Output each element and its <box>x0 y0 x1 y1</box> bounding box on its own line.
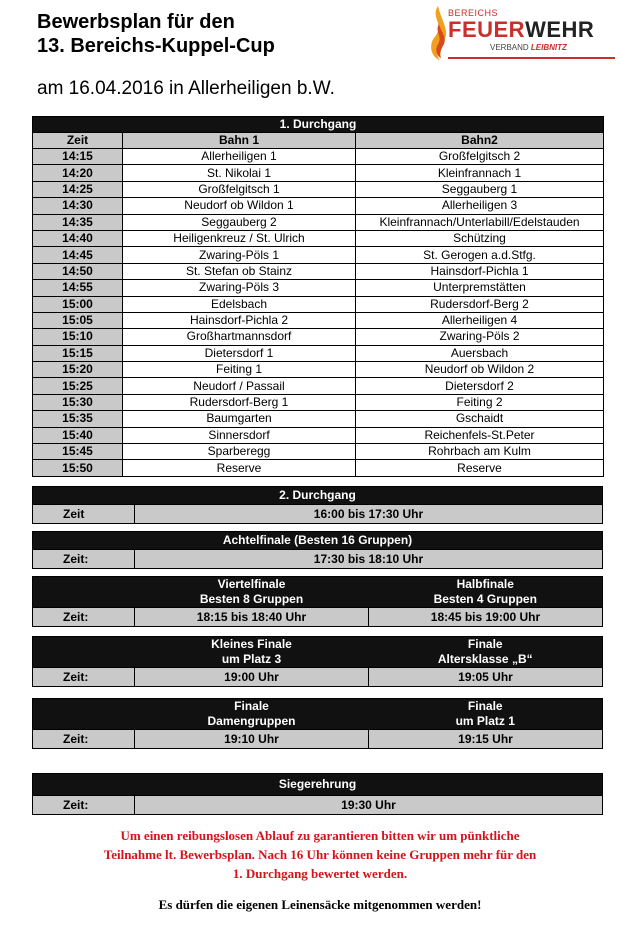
time-cell: 15:50 <box>33 460 123 476</box>
bahn2-cell: Seggauberg 1 <box>356 181 604 197</box>
page-title <box>37 10 275 58</box>
bahn1-cell: Heiligenkreuz / St. Ulrich <box>123 230 356 246</box>
damengruppen-time: 19:10 Uhr <box>135 730 369 749</box>
bahn1-cell: Rudersdorf-Berg 1 <box>123 394 356 410</box>
platz1-time: 19:15 Uhr <box>369 730 603 749</box>
zeit-label: Zeit <box>33 505 135 524</box>
time-cell: 14:50 <box>33 263 123 279</box>
time-cell: 14:40 <box>33 230 123 246</box>
note-line-3: 1. Durchgang bewertet werden. <box>232 866 408 881</box>
event-date-location: am 16.04.2016 in Allerheiligen b.W. <box>37 78 335 99</box>
time-cell: 15:05 <box>33 312 123 328</box>
header-spacer <box>33 637 135 668</box>
durchgang-2-time: 16:00 bis 17:30 Uhr <box>135 505 603 524</box>
halbfinale-header <box>369 577 603 608</box>
platz1-line2: um Platz 1 <box>455 714 515 728</box>
siegerehrung-time: 19:30 Uhr <box>135 796 603 815</box>
viertelfinale-line1: Viertelfinale <box>217 577 286 591</box>
table-row <box>33 345 604 361</box>
bahn1-cell: Großhartmannsdorf <box>123 329 356 345</box>
punctuality-note <box>40 826 600 883</box>
leinensaecke-note: Es dürfen die eigenen Leinensäcke mitgenommen werden! <box>158 897 482 912</box>
table-row <box>33 444 604 460</box>
logo-verband <box>490 43 567 52</box>
time-cell: 14:35 <box>33 214 123 230</box>
time-cell: 14:45 <box>33 247 123 263</box>
feuerwehr-logo <box>420 2 615 64</box>
durchgang-1-title: 1. Durchgang <box>33 117 604 133</box>
time-cell: 15:25 <box>33 378 123 394</box>
bahn2-cell: Schützing <box>356 230 604 246</box>
bahn2-cell: Kleinfrannach 1 <box>356 165 604 181</box>
kleines-finale-line1: Kleines Finale <box>211 637 292 651</box>
siegerehrung-table <box>32 773 603 815</box>
logo-underline <box>448 57 615 59</box>
viertelfinale-header <box>135 577 369 608</box>
durchgang-1-table <box>32 116 604 477</box>
zeit-label: Zeit: <box>33 608 135 627</box>
bahn1-cell: Dietersdorf 1 <box>123 345 356 361</box>
halbfinale-line2: Besten 4 Gruppen <box>433 592 537 606</box>
schedule-rows <box>33 149 604 477</box>
damengruppen-header <box>135 699 369 730</box>
table-row <box>33 296 604 312</box>
logo-wehr: WEHR <box>525 17 595 42</box>
bahn1-cell: Sinnersdorf <box>123 427 356 443</box>
col-bahn2: Bahn2 <box>356 133 604 149</box>
bahn1-cell: Hainsdorf-Pichla 2 <box>123 312 356 328</box>
bahn2-cell: Feiting 2 <box>356 394 604 410</box>
kleines-finale-header <box>135 637 369 668</box>
bahn2-cell: Großfelgitsch 2 <box>356 149 604 165</box>
time-cell: 15:00 <box>33 296 123 312</box>
viertelfinale-line2: Besten 8 Gruppen <box>199 592 304 606</box>
bahn2-cell: Zwaring-Pöls 2 <box>356 329 604 345</box>
table-row <box>33 411 604 427</box>
altersklasse-line1: Finale <box>467 637 503 651</box>
table-row <box>33 312 604 328</box>
logo-verband-text: VERBAND <box>490 43 529 52</box>
table-row <box>33 165 604 181</box>
flame-icon <box>424 4 450 62</box>
table-row <box>33 378 604 394</box>
bahn1-cell: Edelsbach <box>123 296 356 312</box>
bahn1-cell: Baumgarten <box>123 411 356 427</box>
altersklasse-time: 19:05 Uhr <box>369 668 603 687</box>
bahn1-cell: Zwaring-Pöls 1 <box>123 247 356 263</box>
header-spacer <box>33 699 135 730</box>
table-row <box>33 329 604 345</box>
time-cell: 15:20 <box>33 362 123 378</box>
platz1-line1: Finale <box>467 699 503 713</box>
durchgang-2-title: 2. Durchgang <box>33 487 603 505</box>
time-cell: 15:30 <box>33 394 123 410</box>
bahn2-cell: Hainsdorf-Pichla 1 <box>356 263 604 279</box>
bahn1-cell: Großfelgitsch 1 <box>123 181 356 197</box>
note-line-1: Um einen reibungslosen Ablauf zu garantieren bitten wir um pünktliche <box>120 828 520 843</box>
damengruppen-line2: Damengruppen <box>207 714 296 728</box>
bahn1-cell: St. Nikolai 1 <box>123 165 356 181</box>
bahn1-cell: Allerheiligen 1 <box>123 149 356 165</box>
bahn2-cell: Rohrbach am Kulm <box>356 444 604 460</box>
col-zeit: Zeit <box>33 133 123 149</box>
bahn2-cell: Gschaidt <box>356 411 604 427</box>
zeit-label: Zeit: <box>33 668 135 687</box>
bahn2-cell: Dietersdorf 2 <box>356 378 604 394</box>
time-cell: 14:25 <box>33 181 123 197</box>
achtelfinale-title: Achtelfinale (Besten 16 Gruppen) <box>33 532 603 550</box>
bahn2-cell: St. Gerogen a.d.Stfg. <box>356 247 604 263</box>
zeit-label: Zeit: <box>33 730 135 749</box>
achtelfinale-table <box>32 531 603 569</box>
note-line-2: Teilnahme lt. Bewerbsplan. Nach 16 Uhr können keine Gruppen mehr für den <box>103 847 537 862</box>
bahn2-cell: Rudersdorf-Berg 2 <box>356 296 604 312</box>
damen-finale-table <box>32 698 603 749</box>
durchgang-2-table <box>32 486 603 524</box>
achtelfinale-time: 17:30 bis 18:10 Uhr <box>135 550 603 569</box>
table-row <box>33 181 604 197</box>
table-row <box>33 263 604 279</box>
platz1-header <box>369 699 603 730</box>
bahn2-cell: Unterpremstätten <box>356 280 604 296</box>
kleines-finale-time: 19:00 Uhr <box>135 668 369 687</box>
bahn1-cell: Zwaring-Pöls 3 <box>123 280 356 296</box>
zeit-label: Zeit: <box>33 550 135 569</box>
bahn2-cell: Reserve <box>356 460 604 476</box>
table-row <box>33 198 604 214</box>
table-row <box>33 247 604 263</box>
viertelfinale-time: 18:15 bis 18:40 Uhr <box>135 608 369 627</box>
time-cell: 14:55 <box>33 280 123 296</box>
bahn1-cell: St. Stefan ob Stainz <box>123 263 356 279</box>
logo-feuer: FEUER <box>448 17 526 42</box>
time-cell: 15:45 <box>33 444 123 460</box>
table-row <box>33 214 604 230</box>
table-row <box>33 362 604 378</box>
halbfinale-time: 18:45 bis 19:00 Uhr <box>369 608 603 627</box>
bahn2-cell: Neudorf ob Wildon 2 <box>356 362 604 378</box>
bahn2-cell: Auersbach <box>356 345 604 361</box>
title-line-2: 13. Bereichs-Kuppel-Cup <box>37 35 275 57</box>
bahn1-cell: Sparberegg <box>123 444 356 460</box>
time-cell: 14:15 <box>33 149 123 165</box>
time-cell: 14:30 <box>33 198 123 214</box>
time-cell: 15:10 <box>33 329 123 345</box>
bahn1-cell: Seggauberg 2 <box>123 214 356 230</box>
time-cell: 15:40 <box>33 427 123 443</box>
halbfinale-line1: Halbfinale <box>456 577 514 591</box>
table-row <box>33 230 604 246</box>
bahn1-cell: Reserve <box>123 460 356 476</box>
altersklasse-line2: Altersklasse „B“ <box>437 652 533 666</box>
table-row <box>33 427 604 443</box>
title-line-1: Bewerbsplan für den <box>37 11 235 33</box>
bahn1-cell: Neudorf / Passail <box>123 378 356 394</box>
logo-feuerwehr <box>448 19 594 41</box>
time-cell: 15:15 <box>33 345 123 361</box>
siegerehrung-title: Siegerehrung <box>33 774 603 796</box>
logo-leibnitz: LEIBNITZ <box>530 43 567 52</box>
bahn2-cell: Reichenfels-St.Peter <box>356 427 604 443</box>
time-cell: 14:20 <box>33 165 123 181</box>
viertel-halbfinale-table <box>32 576 603 627</box>
table-row <box>33 280 604 296</box>
damengruppen-line1: Finale <box>234 699 269 713</box>
table-row <box>33 394 604 410</box>
header-spacer <box>33 577 135 608</box>
bahn2-cell: Kleinfrannach/Unterlabill/Edelstauden <box>356 214 604 230</box>
bahn2-cell: Allerheiligen 4 <box>356 312 604 328</box>
table-row <box>33 149 604 165</box>
bahn1-cell: Feiting 1 <box>123 362 356 378</box>
table-row <box>33 460 604 476</box>
col-bahn1: Bahn 1 <box>123 133 356 149</box>
logo-bereichs: BEREICHS <box>448 8 499 18</box>
altersklasse-header <box>369 637 603 668</box>
bahn2-cell: Allerheiligen 3 <box>356 198 604 214</box>
time-cell: 15:35 <box>33 411 123 427</box>
zeit-label: Zeit: <box>33 796 135 815</box>
kleines-finale-line2: um Platz 3 <box>221 652 282 666</box>
kleines-finale-table <box>32 636 603 687</box>
bahn1-cell: Neudorf ob Wildon 1 <box>123 198 356 214</box>
